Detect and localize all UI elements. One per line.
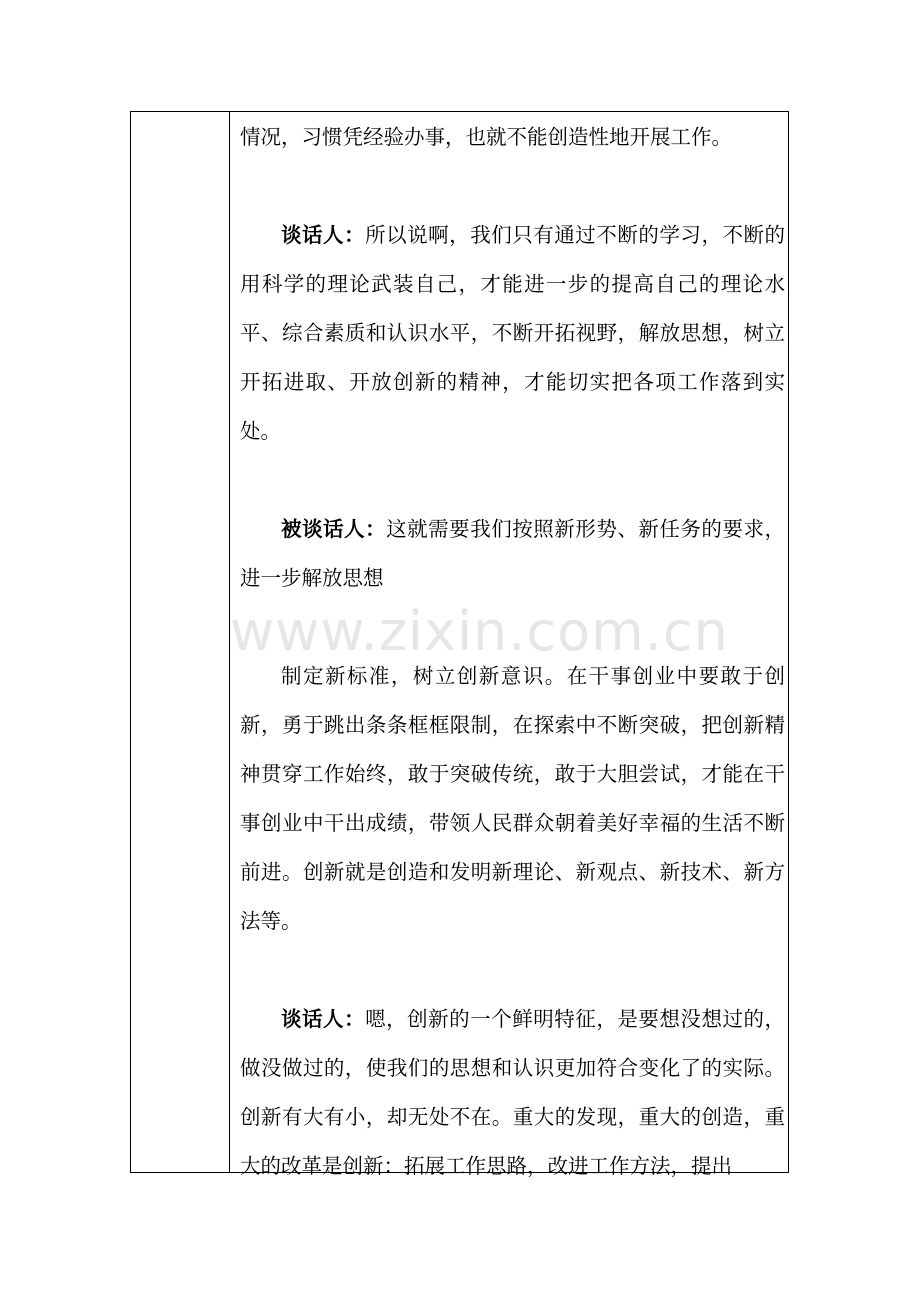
paragraph-gap bbox=[240, 162, 785, 211]
paragraph-gap bbox=[240, 456, 785, 505]
paragraph-gap bbox=[240, 946, 785, 995]
speaker-label: 谈话人： bbox=[281, 223, 366, 247]
watermark: www.zixin.com.cn bbox=[230, 600, 729, 663]
dialogue-content bbox=[240, 112, 785, 1191]
paragraph-interviewer-1 bbox=[240, 211, 785, 456]
paragraph-text: 嗯，创新的一个鲜明特征，是要想没想过的，做没做过的，使我们的思想和认识更加符合变化了的实际。创新有大有小，却无处不在。重大的发现，重大的创造，重大的改革是创新：拓展工作思路，改进工作方法，提出 bbox=[240, 1007, 786, 1178]
label-cell bbox=[131, 112, 229, 1172]
paragraph-gap bbox=[240, 603, 785, 652]
paragraph-text: 制定新标准，树立创新意识。在干事创业中要敢于创新，勇于跳出条条框框限制，在探索中不断突破，把创新精神贯穿工作始终，敢于突破传统，敢于大胆尝试，才能在干事创业中干出成绩，带领人民群众朝着美好幸福的生活不断前进。创新就是创造和发明新理论、新观点、新技术、新方法等。 bbox=[240, 664, 785, 933]
speaker-label: 被谈话人： bbox=[281, 517, 387, 541]
paragraph-interviewee-1 bbox=[240, 505, 785, 603]
paragraph-interviewee-2 bbox=[240, 652, 785, 946]
paragraph-text: 这就需要我们按照新形势、新任务的要求，进一步解放思想 bbox=[240, 517, 785, 590]
column-divider bbox=[229, 112, 230, 1172]
paragraph-text: 情况，习惯凭经验办事，也就不能创造性地开展工作。 bbox=[240, 125, 732, 149]
paragraph-continuation bbox=[240, 113, 785, 162]
paragraph-text: 所以说啊，我们只有通过不断的学习，不断的用科学的理论武装自己，才能进一步的提高自己的理论水平、综合素质和认识水平，不断开拓视野，解放思想，树立开拓进取、开放创新的精神，才能切实把各项工作落到实处。 bbox=[240, 223, 786, 443]
paragraph-interviewer-2 bbox=[240, 995, 785, 1191]
speaker-label: 谈话人： bbox=[281, 1007, 366, 1031]
record-table bbox=[130, 111, 789, 1178]
